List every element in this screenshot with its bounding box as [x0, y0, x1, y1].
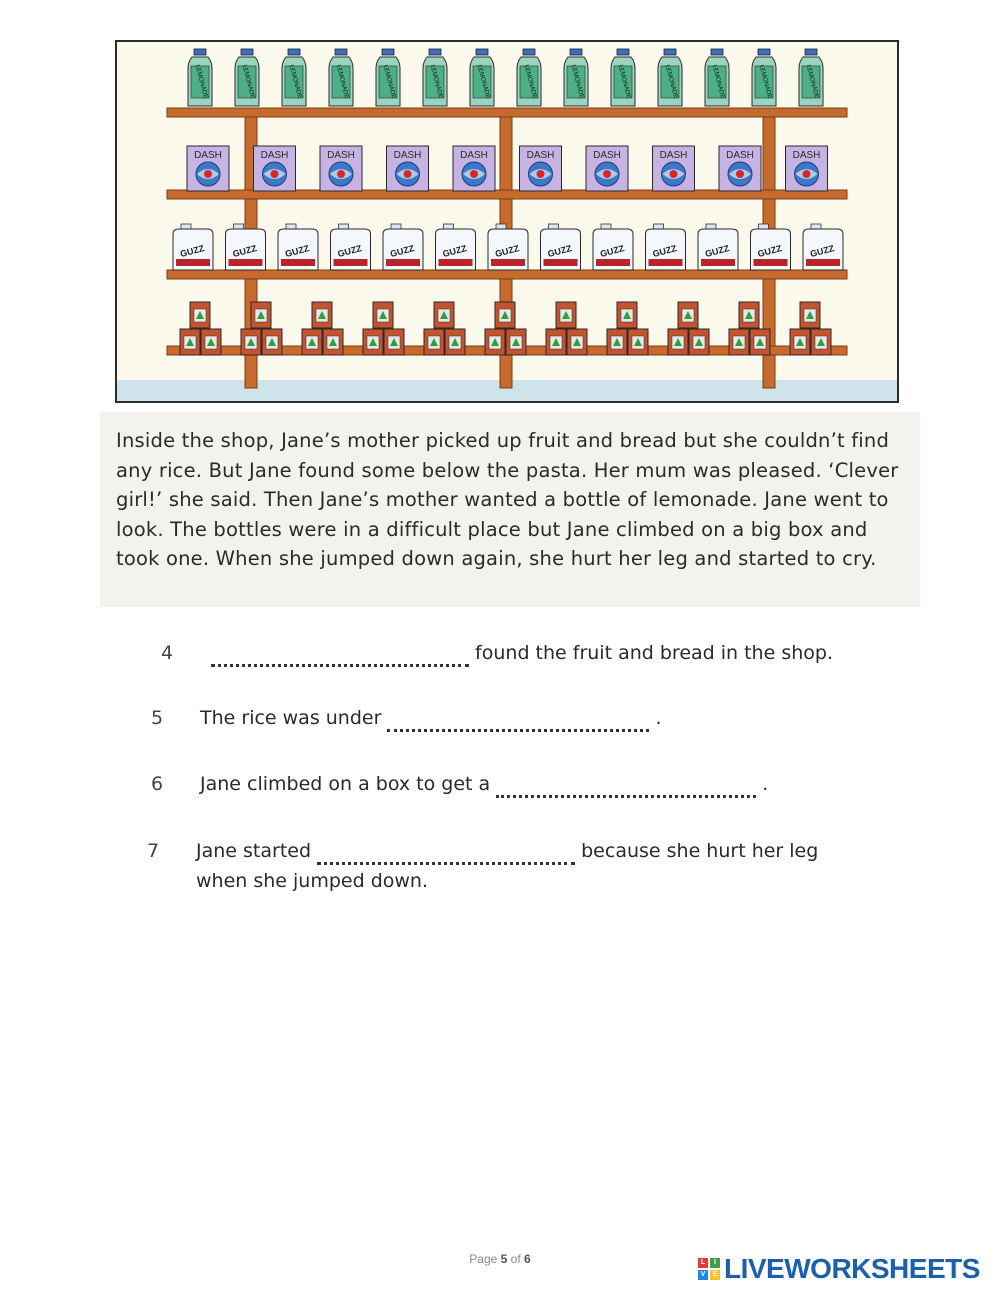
dash-box — [187, 146, 229, 191]
bottle-label-text: LEMONADE — [804, 63, 821, 100]
lemonade-bottle — [611, 49, 635, 106]
guzz-jug — [173, 224, 213, 270]
jug-stripe — [701, 259, 735, 266]
jug-stripe — [596, 259, 630, 266]
jug-label-text: GUZZ — [441, 243, 468, 260]
guzz-jug — [278, 224, 318, 270]
shelf-plank — [167, 108, 847, 117]
page-current: 5 — [500, 1252, 508, 1266]
lemonade-bottle — [799, 49, 823, 106]
box-center-dot — [337, 170, 345, 178]
bottle-cap — [664, 49, 676, 55]
shelf-plank — [167, 270, 847, 279]
shop-shelves-illustration — [115, 40, 899, 403]
question-5-text-after: . — [655, 707, 662, 729]
bottle-label-text: LEMONADE — [710, 63, 727, 100]
jug-stripe — [334, 259, 368, 266]
box-label-text: DASH — [593, 150, 621, 161]
box-center-dot — [470, 170, 478, 178]
bottle-label-text: LEMONADE — [240, 63, 257, 100]
question-4 — [211, 642, 833, 667]
bottle-label-text: LEMONADE — [663, 63, 680, 100]
lemonade-bottle — [329, 49, 353, 106]
dash-box — [586, 146, 628, 191]
bottle-cap — [194, 49, 206, 55]
jug-label-text: GUZZ — [179, 243, 206, 260]
bottle-label-text: LEMONADE — [381, 63, 398, 100]
jug-label-text: GUZZ — [756, 243, 783, 260]
box-label-text: DASH — [194, 150, 222, 161]
dash-box — [653, 146, 695, 191]
bottle-label-text: LEMONADE — [522, 63, 539, 100]
jug-stripe — [754, 259, 788, 266]
box-label-text: DASH — [460, 150, 488, 161]
bottle-label-text: LEMONADE — [193, 63, 210, 100]
jug-stripe — [176, 259, 210, 266]
jug-label-text: GUZZ — [336, 243, 363, 260]
question-5-text-before: The rice was under — [200, 707, 382, 729]
box-center-dot — [603, 170, 611, 178]
page-of: of — [510, 1252, 521, 1266]
jug-stripe — [229, 259, 263, 266]
lemonade-bottle — [282, 49, 306, 106]
dash-box — [786, 146, 828, 191]
lemonade-bottle — [564, 49, 588, 106]
jug-stripe — [491, 259, 525, 266]
box-center-dot — [271, 170, 279, 178]
question-6 — [200, 773, 768, 798]
jug-stripe — [281, 259, 315, 266]
lemonade-bottle — [705, 49, 729, 106]
dash-box — [453, 146, 495, 191]
lemonade-bottle — [423, 49, 447, 106]
bottle-label-text: LEMONADE — [428, 63, 445, 100]
box-label-text: DASH — [327, 150, 355, 161]
dash-box — [520, 146, 562, 191]
guzz-jug — [226, 224, 266, 270]
jug-label-text: GUZZ — [389, 243, 416, 260]
bottle-cap — [758, 49, 770, 55]
brand-logo-i: I — [710, 1258, 720, 1268]
brand-logo-l: L — [698, 1258, 708, 1268]
question-6-answer-field[interactable] — [496, 775, 756, 798]
bottle-cap — [382, 49, 394, 55]
jug-label-text: GUZZ — [651, 243, 678, 260]
question-6-text-before: Jane climbed on a box to get a — [200, 773, 491, 795]
bottle-label-text: LEMONADE — [334, 63, 351, 100]
box-label-text: DASH — [726, 150, 754, 161]
jug-stripe — [649, 259, 683, 266]
question-7-text-before: Jane started — [196, 840, 312, 862]
box-center-dot — [537, 170, 545, 178]
lemonade-bottle — [188, 49, 212, 106]
jug-label-text: GUZZ — [599, 243, 626, 260]
lemonade-bottle — [752, 49, 776, 106]
guzz-jug — [698, 224, 738, 270]
box-center-dot — [670, 170, 678, 178]
lemonade-bottle — [658, 49, 682, 106]
dash-box — [387, 146, 429, 191]
bottle-cap — [241, 49, 253, 55]
box-center-dot — [404, 170, 412, 178]
bottle-cap — [617, 49, 629, 55]
bottle-label-text: LEMONADE — [569, 63, 586, 100]
guzz-jug — [436, 224, 476, 270]
brand-name: LIVEWORKSHEETS — [724, 1253, 980, 1284]
bottle-cap — [523, 49, 535, 55]
question-7 — [196, 840, 818, 865]
brand-logo-e: E — [710, 1270, 720, 1280]
lemonade-bottle — [517, 49, 541, 106]
question-5 — [200, 707, 662, 732]
story-passage — [100, 412, 920, 607]
lemonade-bottle — [376, 49, 400, 106]
box-label-text: DASH — [659, 150, 688, 161]
bottle-label-text: LEMONADE — [616, 63, 633, 100]
jug-label-text: GUZZ — [231, 243, 258, 260]
jug-stripe — [386, 259, 420, 266]
question-7-number: 7 — [147, 840, 160, 862]
guzz-jug — [751, 224, 791, 270]
jug-stripe — [439, 259, 473, 266]
question-4-number: 4 — [161, 642, 174, 664]
question-6-text-after: . — [762, 773, 769, 795]
dash-box — [719, 146, 761, 191]
jug-stripe — [544, 259, 578, 266]
guzz-jug — [331, 224, 371, 270]
box-label-text: DASH — [260, 150, 289, 161]
guzz-jug — [646, 224, 686, 270]
bottle-cap — [429, 49, 441, 55]
question-6-number: 6 — [151, 773, 164, 795]
lemonade-bottle — [235, 49, 259, 106]
bottle-cap — [476, 49, 488, 55]
dash-box — [320, 146, 362, 191]
box-center-dot — [803, 170, 811, 178]
question-7-line2: when she jumped down. — [196, 870, 429, 892]
guzz-jug — [541, 224, 581, 270]
guzz-jug — [488, 224, 528, 270]
question-4-answer-field[interactable] — [211, 644, 469, 667]
question-5-number: 5 — [151, 707, 164, 729]
box-label-text: DASH — [526, 150, 555, 161]
box-center-dot — [204, 170, 212, 178]
jug-label-text: GUZZ — [546, 243, 573, 260]
brand-logo-v: V — [698, 1270, 708, 1280]
bottle-cap — [288, 49, 300, 55]
jug-label-text: GUZZ — [284, 243, 311, 260]
jug-label-text: GUZZ — [809, 243, 836, 260]
jug-label-text: GUZZ — [494, 243, 521, 260]
bottle-cap — [570, 49, 582, 55]
lemonade-bottle — [470, 49, 494, 106]
bottle-label-text: LEMONADE — [475, 63, 492, 100]
box-center-dot — [736, 170, 744, 178]
bottle-label-text: LEMONADE — [287, 63, 304, 100]
question-4-text-after: found the fruit and bread in the shop. — [475, 642, 833, 664]
story-text: Inside the shop, Jane’s mother picked up fruit and bread but she couldn’t find any rice. But Jane found some below the pasta. Her mum was pleased. ‘Clever girl!’ she said. Then Jane’s mother wanted a bottle of lemonade. Jane went to look. The bottles were in a difficult place but Jane climbed on a big box and took one. When she jumped down again, she hurt her leg and started to cry. — [116, 429, 899, 570]
question-7-text-after: because she hurt her leg — [581, 840, 819, 862]
guzz-jug — [803, 224, 843, 270]
question-7-answer-field[interactable] — [317, 842, 575, 865]
liveworksheets-brand[interactable] — [698, 1252, 980, 1286]
guzz-jug — [593, 224, 633, 270]
bottle-cap — [805, 49, 817, 55]
bottle-label-text: LEMONADE — [757, 63, 774, 100]
brand-logo-icon — [698, 1258, 720, 1280]
page-total: 6 — [524, 1252, 531, 1266]
question-5-answer-field[interactable] — [387, 709, 649, 732]
box-label-text: DASH — [792, 150, 821, 161]
box-label-text: DASH — [393, 150, 422, 161]
jug-stripe — [806, 259, 840, 266]
dash-box — [254, 146, 296, 191]
bottle-cap — [711, 49, 723, 55]
bottle-cap — [335, 49, 347, 55]
jug-label-text: GUZZ — [704, 243, 731, 260]
guzz-jug — [383, 224, 423, 270]
page-prefix: Page — [469, 1252, 498, 1266]
